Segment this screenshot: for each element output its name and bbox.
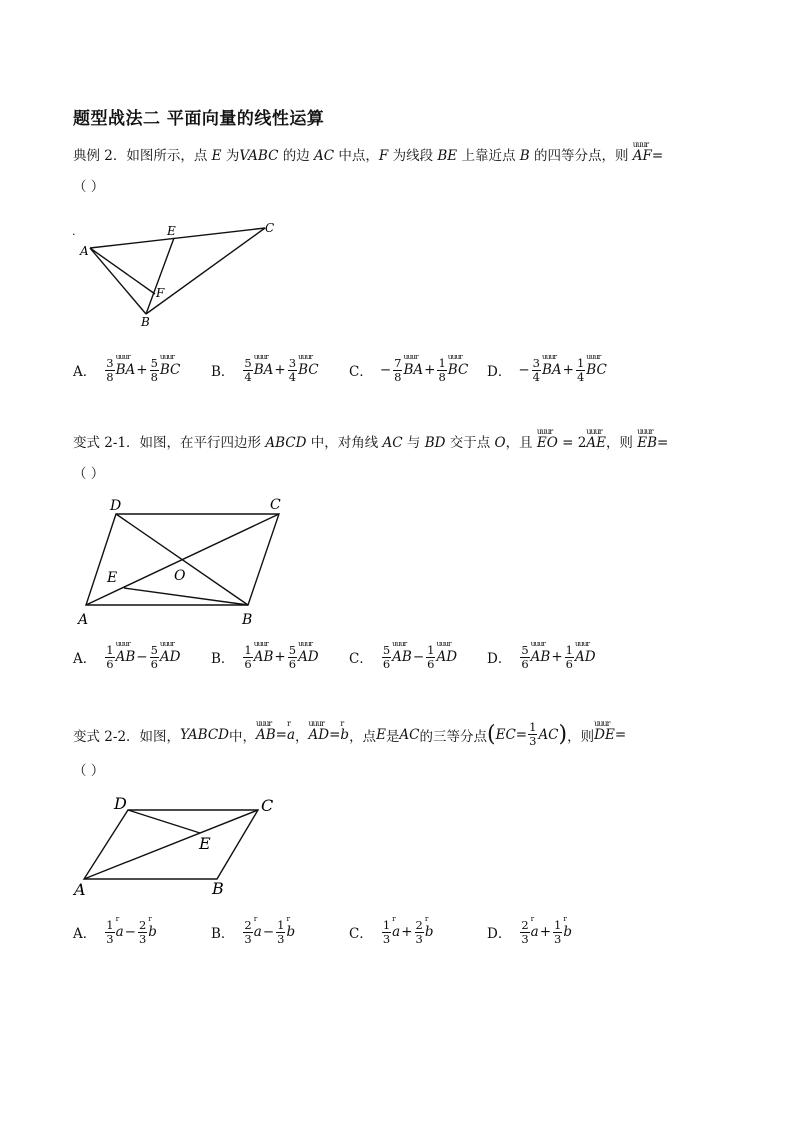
q2-figure [70,490,300,630]
vector-arrow-mark: uuur [115,639,130,648]
numerator: 1 [529,720,537,734]
q3-point-e: E [376,726,386,743]
denominator: 3 [415,931,423,946]
vector-term-1 [392,639,412,665]
coefficient-1 [105,644,114,671]
operator: + [424,362,436,378]
numerator: 2 [521,917,529,932]
vector-name: a [253,924,262,940]
q1-text: 为线段 [388,148,438,164]
label-dot: . [72,225,76,238]
label-d: D [114,794,127,813]
vector-name: AB [530,649,551,665]
operator: − [412,649,425,665]
label-o: O [174,568,186,584]
leading-sign: − [379,362,392,378]
section-title: 题型战法二 平面向量的线性运算 [73,109,325,129]
q1-text: 的边 [278,148,315,164]
vector-term-1 [403,352,424,378]
vector-term-2 [159,639,181,665]
question-3-stem [73,718,627,748]
vector-arrow-mark: uuur [536,427,553,436]
numerator: 1 [576,355,585,370]
vector-name: EO [536,435,558,451]
vector-arrow-mark: r [424,914,428,923]
numerator: 5 [150,355,158,370]
q3-parallelogram: YABCD [180,726,229,743]
vector-name: BA [115,362,136,378]
vector-arrow-mark: uuur [436,639,451,648]
vector-arrow-mark: uuur [159,639,174,648]
vector-arrow-mark: uuur [392,639,407,648]
q2-option-c[interactable] [349,637,457,677]
numerator: 5 [382,642,391,657]
q2-text: ，则 [605,435,638,451]
q3-target-vector [594,718,615,743]
operator: + [562,362,574,378]
q3-cond-ec: EC [495,726,516,743]
segment-be [146,238,174,314]
q1-point-b: B [519,148,530,164]
vector-name: AB [392,649,412,665]
vector-name: AD [308,726,330,743]
vector-name: BC [447,362,469,378]
q2-vector-eo [536,427,558,451]
vector-name: BA [253,362,274,378]
vector-name: BC [298,362,319,378]
q1-text: 上靠近点 [457,148,520,164]
q2-diagonal-ac: AC [382,435,403,451]
numerator: 1 [438,355,446,370]
q1-point-e: E [211,148,222,164]
q3-figure [70,790,290,905]
vector-name: BC [159,362,181,378]
q3-vector-b [340,718,350,743]
numerator: 1 [427,642,435,657]
q2-option-d[interactable] [487,637,596,677]
denominator: 4 [244,369,252,384]
vector-name: a [115,924,124,940]
vector-arrow-mark: r [530,914,534,923]
option-label: A． [73,926,97,942]
label-d: D [110,498,122,514]
vector-name: AD [574,649,596,665]
vector-name: b [424,924,434,940]
denominator: 8 [106,369,114,384]
vector-arrow-mark: uuur [253,352,268,361]
numerator: 5 [244,355,252,370]
q1-text: 中点， [334,148,379,164]
q1-side-ac: AC [314,148,335,164]
vector-arrow-mark: r [286,914,290,923]
denominator: 6 [427,656,435,671]
denominator: 8 [150,369,158,384]
vector-arrow-mark: r [253,914,257,923]
vector-name: AD [159,649,181,665]
vector-name: b [286,924,296,940]
label-f: F [156,286,165,300]
vector-arrow-mark: uuur [586,352,601,361]
q2-text: = 2 [557,435,587,451]
q1-target-vector [632,140,652,164]
operator: + [401,924,413,940]
q1-option-b[interactable] [211,350,319,390]
q3-text: = [329,726,341,743]
label-b: B [141,315,150,329]
q2-target-vector [637,427,658,451]
vector-arrow-mark: r [286,718,290,728]
vector-name: EB [637,435,658,451]
denominator: 8 [438,369,446,384]
numerator: 3 [532,355,540,370]
q1-text: 的四等分点，则 [529,148,633,164]
vector-arrow-mark: uuur [255,718,272,728]
q3-text: ， [295,728,309,745]
vector-arrow-mark: uuur [298,352,313,361]
numerator: 3 [106,355,114,370]
q1-triangle: VABC [239,148,279,164]
option-label: A． [73,364,97,380]
numerator: 3 [288,355,297,370]
q2-vector-ae [586,427,606,451]
coefficient-2 [150,644,159,671]
vector-term-1 [115,914,124,940]
vector-arrow-mark: uuur [530,639,545,648]
coefficient-2 [426,644,435,671]
q3-cond-ac: AC [538,726,559,743]
coefficient-2 [437,357,446,384]
numerator: 5 [521,642,529,657]
q1-figure [70,215,290,330]
denominator: 4 [532,369,540,384]
vector-term-2 [424,914,434,940]
coefficient-2 [576,357,585,384]
operator: + [274,649,286,665]
vector-arrow-mark: r [115,914,119,923]
vector-arrow-mark: uuur [447,352,462,361]
q3-cond-fraction [528,721,537,748]
denominator: 3 [138,931,147,946]
q3-option-c[interactable] [349,912,434,952]
q2-diagonal-bd: BD [424,435,446,451]
q3-answer-paren: （ ） [73,763,105,779]
denominator: 6 [521,656,529,671]
q2-text: ，且 [505,435,537,451]
vector-arrow-mark: uuur [632,140,649,149]
vector-term-1 [392,914,401,940]
q3-text: = [515,726,528,743]
q1-segment-be: BE [437,148,458,164]
diagonal-ac [84,810,258,879]
label-a: A [78,612,89,628]
vector-name: BA [403,362,424,378]
vector-name: b [563,924,573,940]
vector-name: BA [541,362,562,378]
vector-arrow-mark: uuur [253,639,268,648]
q2-text: 变式 2-1．如图，在平行四边形 [73,435,266,451]
label-c: C [265,221,275,235]
q3-option-d[interactable] [487,912,572,952]
q3-option-b[interactable] [211,912,295,952]
vector-name: AE [586,435,606,451]
coefficient-1 [243,644,252,671]
operator: − [124,924,136,940]
segment-bc [146,228,265,314]
coefficient-2 [138,919,147,946]
label-e: E [107,570,118,586]
denominator: 6 [106,656,114,671]
coefficient-1 [105,919,114,946]
numerator: 1 [277,917,285,932]
question-2-stem [73,427,669,451]
q1-options [73,350,713,390]
vector-arrow-mark: uuur [308,718,324,728]
q2-parallelogram: ABCD [265,435,307,451]
q2-point-o: O [494,435,506,451]
coefficient-1 [520,644,529,671]
q3-text: 变式 2-2．如图， [73,728,181,745]
numerator: 1 [565,642,573,657]
denominator: 3 [244,931,252,946]
operator: − [136,649,148,665]
q3-text: = [614,726,627,743]
coefficient-2 [276,919,285,946]
label-b: B [242,612,253,628]
coefficient-2 [553,919,562,946]
vector-term-1 [530,914,539,940]
denominator: 3 [554,931,562,946]
vector-term-2 [574,639,596,665]
vector-arrow-mark: uuur [403,352,418,361]
q1-point-f: F [378,148,389,164]
numerator: 1 [106,917,114,932]
q3-diagonal-ac: AC [399,726,420,743]
vector-name: a [286,726,296,743]
q1-option-a[interactable] [73,350,180,390]
q3-text: ，则 [567,728,595,745]
segment-ac [90,228,265,248]
vector-name: b [148,924,157,940]
vector-term-1 [253,352,274,378]
coefficient-1 [393,357,402,384]
coefficient-1 [243,919,252,946]
denominator: 8 [394,369,402,384]
coefficient-1 [520,919,529,946]
coefficient-2 [288,357,297,384]
q1-text: = [651,148,664,164]
q3-vector-ab [255,718,276,743]
label-e: E [199,834,211,853]
label-b: B [212,879,224,898]
label-c: C [270,497,281,513]
q1-text: 为 [221,148,240,164]
q2-option-a[interactable] [73,637,180,677]
vector-term-1 [115,352,136,378]
option-label: D． [487,364,512,380]
vector-arrow-mark: r [148,914,151,923]
numerator: 5 [288,642,297,657]
operator: − [262,924,275,940]
denominator: 4 [288,369,297,384]
leading-sign: − [518,362,530,378]
coefficient-1 [105,357,114,384]
vector-term-1 [253,639,274,665]
coefficient-2 [565,644,574,671]
option-label: C． [349,364,373,380]
vector-name: b [340,726,350,743]
denominator: 4 [576,369,585,384]
q1-text: 典例 2．如图所示，点 [73,148,212,164]
label-e: E [167,224,176,238]
vector-term-2 [447,352,469,378]
diagonal-bd [116,514,248,605]
vector-term-2 [563,914,573,940]
vector-term-1 [541,352,562,378]
vector-term-2 [159,352,181,378]
q3-vector-ad [308,718,330,743]
numerator: 1 [554,917,562,932]
option-label: A． [73,651,97,667]
denominator: 6 [150,656,158,671]
coefficient-2 [150,357,159,384]
vector-arrow-mark: r [563,914,566,923]
q2-text: 中，对角线 [306,435,383,451]
label-c: C [261,796,274,815]
numerator: 2 [415,917,423,932]
q1-option-d[interactable] [487,350,607,390]
coefficient-1 [532,357,541,384]
vector-term-1 [253,914,262,940]
q3-option-a[interactable] [73,912,157,952]
option-label: D． [487,651,512,667]
q3-text: 是 [385,728,400,745]
vector-name: AB [253,649,274,665]
numerator: 5 [150,642,158,657]
vector-term-1 [530,639,551,665]
vector-name: a [530,924,539,940]
vector-name: AF [632,148,652,164]
q3-vector-a [286,718,296,743]
denominator: 3 [277,931,285,946]
vector-name: AD [436,649,458,665]
operator: + [551,649,563,665]
question-1-stem [73,140,664,164]
vector-term-2 [148,914,157,940]
numerator: 7 [394,355,402,370]
coefficient-2 [288,644,297,671]
q2-text: 交于点 [445,435,495,451]
q2-text: = [657,435,669,451]
option-label: D． [487,926,512,942]
coefficient-1 [382,919,391,946]
vector-term-1 [115,639,136,665]
vector-arrow-mark: uuur [637,427,653,436]
coefficient-1 [243,357,252,384]
vector-term-2 [298,639,319,665]
q3-options [73,912,713,952]
vector-name: AD [298,649,319,665]
vector-name: AB [255,726,276,743]
label-a: A [74,880,86,899]
denominator: 6 [382,656,391,671]
numerator: 1 [382,917,391,932]
vector-term-2 [436,639,458,665]
vector-arrow-mark: uuur [594,718,610,728]
option-label: B． [211,651,235,667]
vector-arrow-mark: uuur [115,352,130,361]
paren-open: ( [487,722,496,747]
denominator: 6 [244,656,252,671]
operator: + [136,362,148,378]
q3-text: 中， [228,728,256,745]
numerator: 1 [106,642,114,657]
operator: + [539,924,552,940]
vector-arrow-mark: r [392,914,395,923]
operator: + [274,362,286,378]
q2-text: 与 [402,435,425,451]
q1-option-c[interactable] [349,350,468,390]
denominator: 3 [521,931,529,946]
vector-arrow-mark: uuur [586,427,602,436]
vector-term-2 [298,352,319,378]
coefficient-2 [415,919,424,946]
numerator: 2 [244,917,252,932]
option-label: C． [349,926,373,942]
vector-term-2 [286,914,296,940]
option-label: B． [211,926,235,942]
denominator: 6 [565,656,573,671]
coefficient-1 [382,644,391,671]
denominator: 3 [106,931,114,946]
q2-options [73,637,713,677]
q2-option-b[interactable] [211,637,319,677]
vector-term-2 [586,352,607,378]
numerator: 2 [138,917,147,932]
denominator: 3 [529,734,537,748]
segment-eb [124,588,248,605]
vector-name: AB [115,649,136,665]
paren-close: ) [558,722,568,747]
option-label: B． [211,364,235,380]
vector-arrow-mark: uuur [159,352,174,361]
option-label: C． [349,651,373,667]
vector-arrow-mark: uuur [574,639,590,648]
vector-name: BC [586,362,607,378]
denominator: 6 [288,656,297,671]
denominator: 3 [382,931,391,946]
label-a: A [80,244,89,258]
q3-text: 的三等分点 [419,728,488,745]
vector-arrow-mark: r [340,718,344,728]
q2-answer-paren: （ ） [73,466,105,482]
vector-name: DE [594,726,615,743]
numerator: 1 [244,642,252,657]
q1-answer-paren: （ ） [73,179,105,195]
q3-text: ，点 [349,728,377,745]
vector-arrow-mark: uuur [298,639,313,648]
segment-de [128,810,200,833]
vector-arrow-mark: uuur [541,352,557,361]
q3-text: = [275,726,287,743]
vector-name: a [392,924,401,940]
